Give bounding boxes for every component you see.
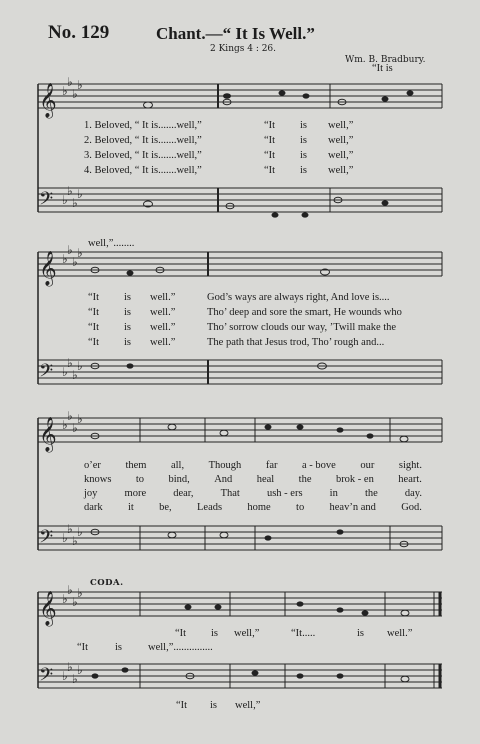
svg-text:♭: ♭ (72, 534, 78, 548)
syllable: And (214, 474, 233, 485)
verse-2 (84, 135, 202, 146)
svg-text:♭: ♭ (72, 672, 78, 686)
pickup-lyric: well,”........ (88, 238, 135, 249)
coda-upper-1: “It (175, 628, 187, 639)
svg-text:♭: ♭ (62, 252, 68, 266)
system2-row-2-a: “It (88, 307, 100, 318)
treble-staff-4 (38, 592, 442, 616)
syllable: joy (84, 488, 98, 499)
system3-row-2 (84, 474, 422, 485)
verse-number: 4. (84, 165, 92, 176)
syllable: day. (404, 488, 422, 499)
syllable: That (220, 488, 240, 499)
syllable: the (364, 488, 378, 499)
svg-text:♭: ♭ (67, 356, 73, 370)
svg-text:♭: ♭ (77, 187, 83, 201)
syllable: heav’n and (329, 502, 376, 513)
verse-1-refrain-b: is (300, 120, 308, 131)
syllable: brok - en (335, 474, 374, 485)
syllable: a - bove (302, 460, 336, 471)
svg-text:♭: ♭ (62, 84, 68, 98)
system2-row-3-b: is (124, 322, 132, 333)
treble-clef-icon: 𝄞 (39, 251, 57, 286)
syllable: more (124, 488, 147, 499)
bass-clef-icon: 𝄢 (39, 361, 54, 386)
syllable: God. (401, 502, 422, 513)
verse-line: Beloved, “ It is.......well,” (94, 165, 202, 176)
verse-2-refrain-b: is (300, 135, 308, 146)
verse-3-refrain-b: is (300, 150, 308, 161)
system2-row-4-c: well.” (150, 337, 176, 348)
system2-row-1-b: is (124, 292, 132, 303)
coda-lower-3: well,” (235, 700, 261, 711)
system2-row-1-c: well.” (150, 292, 176, 303)
verse-1-refrain-c: well,” (328, 120, 354, 131)
svg-text:♭: ♭ (62, 193, 68, 207)
system3-row-4 (84, 502, 422, 513)
treble-clef-icon: 𝄞 (39, 417, 57, 452)
coda-upper-2: is (211, 628, 219, 639)
bass-staff-3 (38, 526, 442, 550)
bass-clef-icon: 𝄢 (39, 189, 54, 214)
system2-row-4-text: The path that Jesus trod, Tho’ rough and... (207, 337, 385, 348)
key-signature (62, 75, 83, 686)
syllable: dark (84, 502, 103, 513)
system2-row-3-a: “It (88, 322, 100, 333)
verse-2-refrain-a: “It (264, 135, 276, 146)
hymn-title: Chant.—“ It Is Well.” (156, 24, 315, 43)
treble-clef-icon: 𝄞 (39, 83, 57, 118)
svg-text:♭: ♭ (67, 660, 73, 674)
svg-text:♭: ♭ (67, 184, 73, 198)
syllable: it (127, 502, 134, 513)
system2-row-4-b: is (124, 337, 132, 348)
verse-line: Beloved, “ It is.......well,” (94, 135, 202, 146)
syllable: home (247, 502, 271, 513)
svg-text:♭: ♭ (77, 412, 83, 426)
system2-row-2-text: Tho’ deep and sore the smart, He wounds who (207, 307, 402, 318)
syllable: sight. (398, 460, 422, 471)
svg-text:♭: ♭ (77, 525, 83, 539)
svg-text:♭: ♭ (67, 75, 73, 89)
verse-number: 3. (84, 150, 92, 161)
svg-text:♭: ♭ (72, 595, 78, 609)
svg-text:♭: ♭ (62, 418, 68, 432)
syllable: ush - ers (266, 488, 303, 499)
system2-row-3-c: well.” (150, 322, 176, 333)
syllable: dear, (173, 488, 194, 499)
syllable: be, (159, 502, 172, 513)
verse-4-refrain-c: well,” (328, 165, 354, 176)
svg-text:♭: ♭ (72, 196, 78, 210)
coda-middle-2: is (115, 642, 123, 653)
system2-row-2-c: well.” (150, 307, 176, 318)
bass-clef-icon: 𝄢 (39, 665, 54, 690)
verse-2-refrain-c: well,” (328, 135, 354, 146)
syllable: far (265, 460, 278, 471)
verse-1-refrain-a: “It (264, 120, 276, 131)
coda-lower-1: “It (176, 700, 188, 711)
syllable: all, (170, 460, 185, 471)
verse-4-refrain-b: is (300, 165, 308, 176)
verse-3 (84, 150, 202, 161)
bass-staff-1 (38, 188, 442, 212)
verse-line: Beloved, “ It is.......well,” (94, 150, 202, 161)
syllable: in (329, 488, 338, 499)
syllable: knows (84, 474, 112, 485)
verse-3-refrain-a: “It (264, 150, 276, 161)
syllable: them (125, 460, 147, 471)
treble-staff-1 (38, 84, 442, 108)
system2-row-2-b: is (124, 307, 132, 318)
verse-number: 2. (84, 135, 92, 146)
system3-row-3 (84, 488, 422, 499)
syllable: to (135, 474, 145, 485)
treble-staff-2 (38, 252, 442, 276)
syllable: heart. (398, 474, 422, 485)
bass-staff-4 (38, 664, 442, 688)
svg-text:♭: ♭ (72, 368, 78, 382)
verse-line: Beloved, “ It is.......well,” (94, 120, 202, 131)
system2-row-1-a: “It (88, 292, 100, 303)
syllable: Leads (197, 502, 223, 513)
notes (91, 90, 414, 681)
svg-text:♭: ♭ (72, 255, 78, 269)
svg-text:♭: ♭ (77, 586, 83, 600)
verse-1 (84, 120, 202, 131)
syllable: the (298, 474, 312, 485)
coda-upper-4: “It..... (291, 628, 316, 639)
syllable: bind, (168, 474, 190, 485)
syllable: o’er (84, 460, 101, 471)
svg-text:♭: ♭ (77, 78, 83, 92)
svg-text:♭: ♭ (62, 669, 68, 683)
syllable: Though (208, 460, 242, 471)
syllable: to (296, 502, 305, 513)
pickup-lyric: “It is (372, 63, 393, 74)
verse-3-refrain-c: well,” (328, 150, 354, 161)
system2-row-1-text: God’s ways are always right, And love is.... (207, 292, 390, 303)
svg-text:♭: ♭ (62, 365, 68, 379)
syllable: our (360, 460, 375, 471)
svg-text:♭: ♭ (62, 531, 68, 545)
svg-text:♭: ♭ (67, 522, 73, 536)
svg-text:♭: ♭ (77, 663, 83, 677)
svg-text:♭: ♭ (67, 583, 73, 597)
svg-text:♭: ♭ (72, 421, 78, 435)
svg-text:♭: ♭ (77, 359, 83, 373)
svg-text:♭: ♭ (77, 246, 83, 260)
syllable: heal (256, 474, 275, 485)
coda-label: CODA. (90, 578, 124, 588)
bass-staff-2 (38, 360, 442, 384)
scripture-reference: 2 Kings 4 : 26. (210, 44, 277, 54)
svg-text:♭: ♭ (72, 87, 78, 101)
verse-number: 1. (84, 120, 92, 131)
system3-row-1 (84, 460, 422, 471)
treble-clef-icon: 𝄞 (39, 591, 57, 626)
composer-credit: Wm. B. Bradbury. (345, 55, 426, 65)
svg-text:♭: ♭ (67, 243, 73, 257)
coda-upper-6: well.” (387, 628, 413, 639)
svg-text:♭: ♭ (62, 592, 68, 606)
coda-middle-1: “It (77, 642, 89, 653)
verse-4 (84, 165, 202, 176)
coda-middle-3: well,”............... (148, 642, 213, 653)
coda-lower-2: is (210, 700, 218, 711)
system2-row-3-text: Tho’ sorrow clouds our way, ’Twill make the (207, 322, 397, 333)
svg-text:♭: ♭ (67, 409, 73, 423)
coda-upper-5: is (357, 628, 365, 639)
verse-4-refrain-a: “It (264, 165, 276, 176)
treble-staff-3 (38, 418, 442, 442)
hymn-number: No. 129 (48, 22, 110, 43)
system2-row-4-a: “It (88, 337, 100, 348)
coda-upper-3: well,” (234, 628, 260, 639)
bass-clef-icon: 𝄢 (39, 527, 54, 552)
